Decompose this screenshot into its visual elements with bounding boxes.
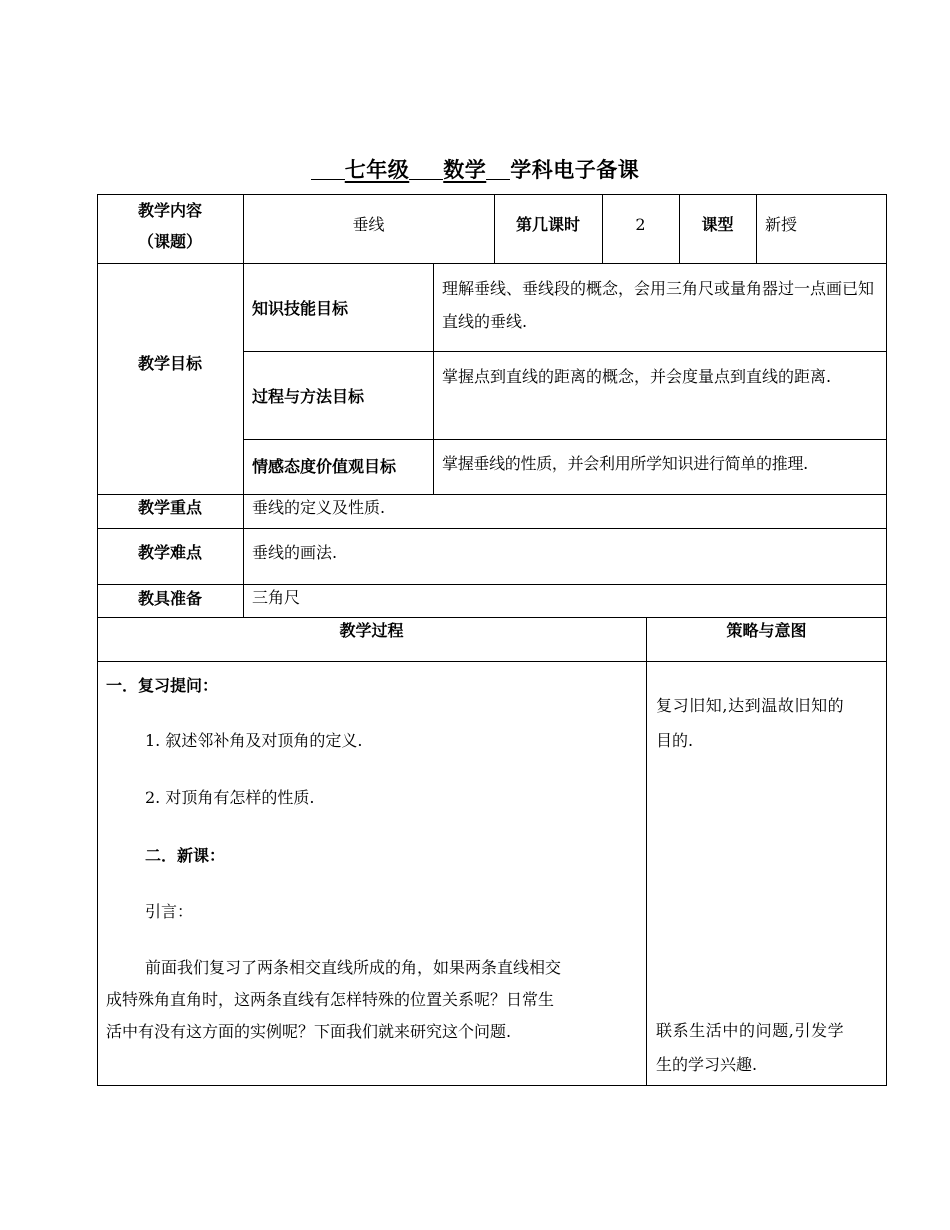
title-subject: 数学 (443, 158, 487, 182)
title-underline-pad (311, 155, 345, 180)
key-point-label: 教学重点 (137, 498, 202, 517)
title-underline-pad (486, 155, 510, 180)
review-heading: 一．复习提问： (106, 676, 219, 695)
content-label: 教学内容 (137, 201, 202, 220)
title-grade: 七年级 (344, 158, 410, 182)
key-point-text: 垂线的定义及性质. (252, 498, 386, 517)
intro-paragraph-line: 前面我们复习了两条相交直线所成的角，如果两条直线相交 (145, 958, 562, 977)
objective-text-process: 掌握点到直线的距离的概念，并会度量点到直线的距离. (442, 367, 832, 386)
process-header: 教学过程 (339, 621, 404, 640)
title-suffix: 学科电子备课 (510, 158, 640, 182)
lesson-number: 2 (635, 215, 646, 234)
intro-paragraph-line: 活中有没有这方面的实例呢？下面我们就来研究这个问题. (106, 1022, 512, 1041)
content-label-sub: （课题） (137, 232, 202, 251)
tools-label: 教具准备 (137, 589, 202, 608)
tools-text: 三角尺 (252, 588, 301, 607)
difficulty-text: 垂线的画法. (252, 543, 338, 562)
objective-text-attitude: 掌握垂线的性质，并会利用所学知识进行简单的推理. (442, 454, 808, 473)
title-underline-pad (409, 155, 443, 180)
review-question-2: 2. 对顶角有怎样的性质. (145, 788, 315, 807)
strategy-header: 策略与意图 (726, 621, 807, 640)
document-title (0, 152, 950, 188)
strategy-note-line: 复习旧知,达到温故旧知的 (656, 696, 845, 715)
intro-paragraph-line: 成特殊角直角时，这两条直线有怎样特殊的位置关系呢？日常生 (106, 990, 555, 1009)
strategy-note-line: 生的学习兴趣. (656, 1055, 758, 1074)
new-lesson-heading: 二．新课： (145, 846, 226, 865)
type-value: 新授 (765, 215, 798, 234)
strategy-note-line: 联系生活中的问题,引发学 (656, 1021, 845, 1040)
objectives-label: 教学目标 (137, 354, 202, 373)
topic-value: 垂线 (352, 215, 385, 234)
objective-label-process: 过程与方法目标 (252, 387, 365, 406)
type-label: 课型 (701, 215, 734, 234)
strategy-note-line: 目的. (656, 731, 694, 750)
difficulty-label: 教学难点 (137, 543, 202, 562)
review-question-1: 1. 叙述邻补角及对顶角的定义. (145, 731, 363, 750)
intro-label: 引言： (145, 902, 194, 921)
objective-label-attitude: 情感态度价值观目标 (252, 457, 397, 476)
objective-text-knowledge: 理解垂线、垂线段的概念，会用三角尺或量角器过一点画已知直线的垂线. (442, 279, 875, 331)
lesson-label: 第几课时 (515, 215, 580, 234)
objective-label-knowledge: 知识技能目标 (252, 299, 349, 318)
